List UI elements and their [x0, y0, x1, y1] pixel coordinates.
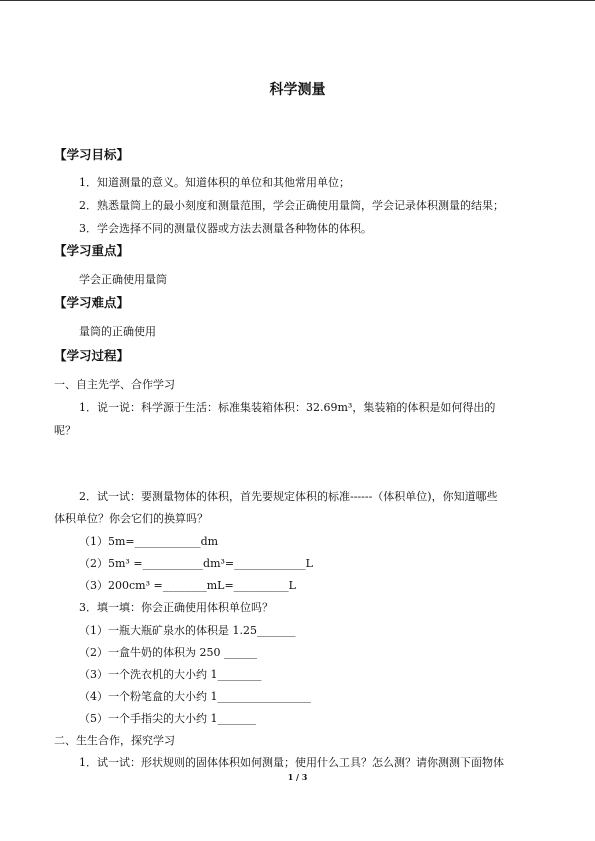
key-point-text: 学会正确使用量筒: [79, 273, 167, 286]
conversion-item: （3）200cm³ =________mL=__________L: [79, 579, 296, 592]
key-point-heading: 【学习重点】: [54, 243, 130, 258]
conversion-item: （1）5m=____________dm: [79, 535, 219, 548]
question-2-line-1: 2．试一试：要测量物体的体积，首先要规定体积的标准------（体积单位)，你知道哪些: [79, 490, 498, 503]
process-heading: 【学习过程】: [54, 348, 130, 363]
conversion-item: （2）5m³ =___________dm³=_____________L: [79, 557, 313, 570]
fill-item: （1）一瓶大瓶矿泉水的体积是 1.25_______: [79, 624, 296, 637]
fill-item: （3）一个洗衣机的大小约 1________: [79, 668, 262, 681]
question-1-line-2: 呢？: [54, 424, 76, 437]
fill-item: （4）一个粉笔盒的大小约 1_________________: [79, 690, 311, 703]
goal-item: 1．知道测量的意义。知道体积的单位和其他常用单位；: [79, 176, 350, 189]
part2-title: 二、生生合作，探究学习: [54, 734, 175, 747]
question-1-line-1: 1．说一说：科学源于生活：标准集装箱体积：32.69m³，集装箱的体积是如何得出的: [79, 401, 496, 414]
part1-title: 一、自主先学、合作学习: [54, 378, 175, 391]
difficulty-text: 量筒的正确使用: [79, 325, 156, 338]
goals-heading: 【学习目标】: [54, 147, 130, 162]
page-title: 科学测量: [269, 82, 326, 98]
goal-item: 2．熟悉量筒上的最小刻度和测量范围，学会正确使用量筒，学会记录体积测量的结果；: [79, 199, 504, 212]
difficulty-heading: 【学习难点】: [54, 295, 130, 310]
question-4-line-1: 1．试一试：形状规则的固体体积如何测量；使用什么工具？怎么测？请你测测下面物体: [79, 756, 504, 769]
fill-item: （2）一盒牛奶的体积为 250 ______: [79, 646, 257, 659]
page-top-border: [0, 0, 595, 1]
question-3-title: 3．填一填：你会正确使用体积单位吗？: [79, 601, 273, 614]
fill-item: （5）一个手指尖的大小约 1_______: [79, 712, 256, 725]
question-2-line-2: 体积单位？你会它们的换算吗？: [54, 512, 208, 525]
goal-item: 3．学会选择不同的测量仪器或方法去测量各种物体的体积。: [79, 222, 372, 235]
page-indicator: 1 / 3: [287, 772, 308, 782]
